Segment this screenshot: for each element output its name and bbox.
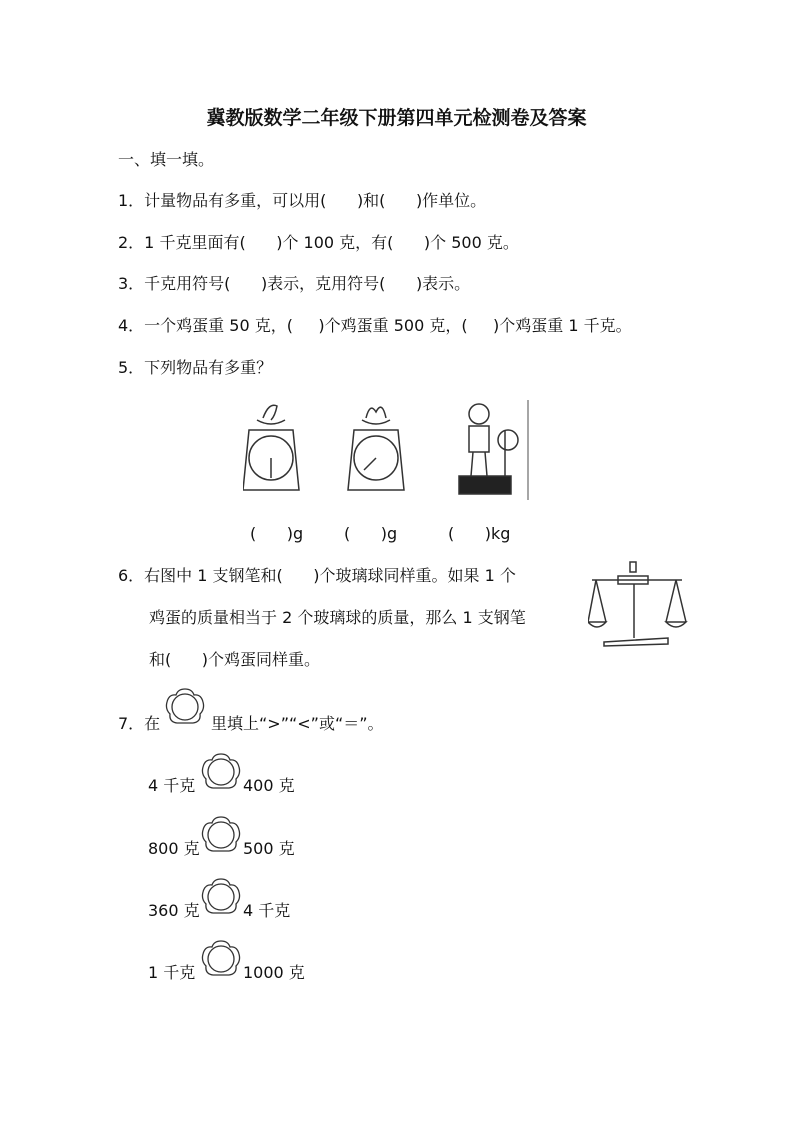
q7-item-4-right: 1000 克 <box>243 963 305 982</box>
q5-answer-1: ( )g <box>250 524 304 543</box>
flower-answer-circle-icon[interactable] <box>201 814 241 854</box>
q7-item-4-left: 1 千克 <box>148 963 196 982</box>
q7-item-3-right: 4 千克 <box>243 901 291 920</box>
q5-answer-2: ( )g <box>344 524 398 543</box>
flower-blank-icon <box>165 686 205 726</box>
q7-prefix: 7．在 <box>118 714 161 733</box>
flower-answer-circle-icon[interactable] <box>201 876 241 916</box>
question-6-line-3: 和( )个鸡蛋同样重。 <box>149 650 321 669</box>
question-2: 2．1 千克里面有( )个 100 克，有( )个 500 克。 <box>118 233 519 252</box>
q7-item-1-right: 400 克 <box>243 776 295 795</box>
q5-answer-3: ( )kg <box>448 524 511 543</box>
question-6-line-1: 6．右图中 1 支钢笔和( )个玻璃球同样重。如果 1 个 <box>118 566 516 585</box>
question-3: 3．千克用符号( )表示，克用符号( )表示。 <box>118 274 471 293</box>
page-title: 冀教版数学二年级下册第四单元检测卷及答案 <box>206 107 587 129</box>
section-heading: 一、填一填。 <box>118 150 215 169</box>
q7-item-3-left: 360 克 <box>148 901 200 920</box>
question-5: 5．下列物品有多重？ <box>118 358 273 377</box>
q7-instruction: 里填上“>”“<”或“＝”。 <box>211 714 384 733</box>
flower-answer-circle-icon[interactable] <box>201 938 241 978</box>
question-4: 4．一个鸡蛋重 50 克，( )个鸡蛋重 500 克，( )个鸡蛋重 1 千克。 <box>118 316 632 335</box>
q7-item-2-right: 500 克 <box>243 839 295 858</box>
scale-pears-icon <box>348 407 404 490</box>
person-on-scale-icon <box>459 404 518 494</box>
question-7 <box>118 714 160 734</box>
scales-illustration <box>243 400 530 500</box>
q7-item-2-left: 800 克 <box>148 839 200 858</box>
question-6-line-2: 鸡蛋的质量相当于 2 个玻璃球的质量，那么 1 支钢笔 <box>149 608 526 627</box>
balance-scale-icon <box>588 560 688 650</box>
q7-item-1-left: 4 千克 <box>148 776 196 795</box>
flower-answer-circle-icon[interactable] <box>201 751 241 791</box>
question-1: 1．计量物品有多重，可以用( )和( )作单位。 <box>118 191 487 210</box>
scale-bananas-icon <box>243 405 299 490</box>
